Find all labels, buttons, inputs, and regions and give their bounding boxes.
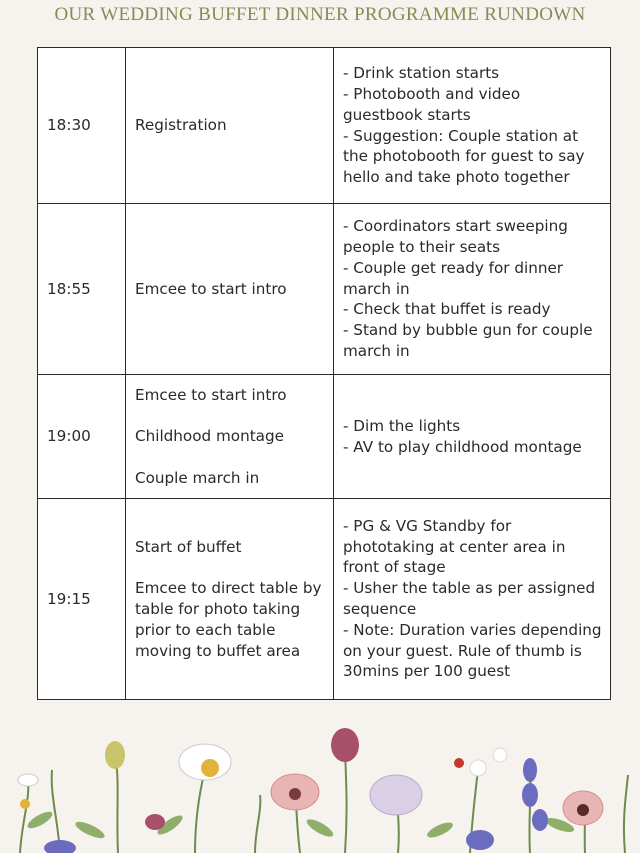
page-title: OUR WEDDING BUFFET DINNER PROGRAMME RUNDOWN bbox=[54, 4, 586, 25]
programme-table bbox=[37, 47, 611, 700]
event-line: Couple march in bbox=[135, 468, 260, 487]
event-line: Emcee to start intro bbox=[135, 279, 287, 298]
event-line: Start of buffet bbox=[135, 537, 242, 556]
note-line: - Drink station starts bbox=[343, 64, 500, 83]
note-line: - Photobooth and video guestbook starts bbox=[343, 84, 525, 124]
note-line: - AV to play childhood montage bbox=[343, 437, 582, 456]
note-line: - PG & VG Standby for phototaking at center area in front of stage bbox=[343, 516, 571, 577]
note-line: - Usher the table as per assigned sequence bbox=[343, 579, 600, 618]
event-line: Emcee to start intro bbox=[135, 385, 287, 404]
notes-cell bbox=[334, 204, 611, 375]
time-cell: 19:00 bbox=[38, 375, 126, 499]
notes-cell bbox=[334, 48, 611, 204]
event-line: Childhood montage bbox=[135, 427, 284, 446]
note-line: - Check that buffet is ready bbox=[343, 300, 551, 319]
wildflower-border-illustration bbox=[0, 700, 640, 853]
event-line: Emcee to direct table by table for photo taking prior to each table moving to buffet area bbox=[135, 579, 327, 660]
note-line: - Coordinators start sweeping people to their seats bbox=[343, 217, 573, 256]
note-line: - Suggestion: Couple station at the photobooth for guest to say hello and take photo together bbox=[343, 126, 590, 187]
table-row bbox=[38, 48, 611, 204]
daffodil-center bbox=[201, 759, 219, 777]
time-cell: 18:55 bbox=[38, 204, 126, 375]
ladybug-icon bbox=[454, 758, 464, 768]
time-cell: 18:30 bbox=[38, 48, 126, 204]
table-row bbox=[38, 204, 611, 375]
event-cell bbox=[126, 48, 334, 204]
notes-cell bbox=[334, 375, 611, 499]
event-cell bbox=[126, 499, 334, 700]
event-cell bbox=[126, 204, 334, 375]
time-cell: 19:15 bbox=[38, 499, 126, 700]
notes-cell bbox=[334, 499, 611, 700]
note-line: - Note: Duration varies depending on your guest. Rule of thumb is 30mins per 100 guest bbox=[343, 620, 607, 681]
table-row bbox=[38, 499, 611, 700]
event-line: Registration bbox=[135, 116, 227, 135]
event-cell bbox=[126, 375, 334, 499]
note-line: - Dim the lights bbox=[343, 416, 461, 435]
note-line: - Couple get ready for dinner march in bbox=[343, 258, 568, 298]
note-line: - Stand by bubble gun for couple march in bbox=[343, 321, 598, 360]
table-row bbox=[38, 375, 611, 499]
